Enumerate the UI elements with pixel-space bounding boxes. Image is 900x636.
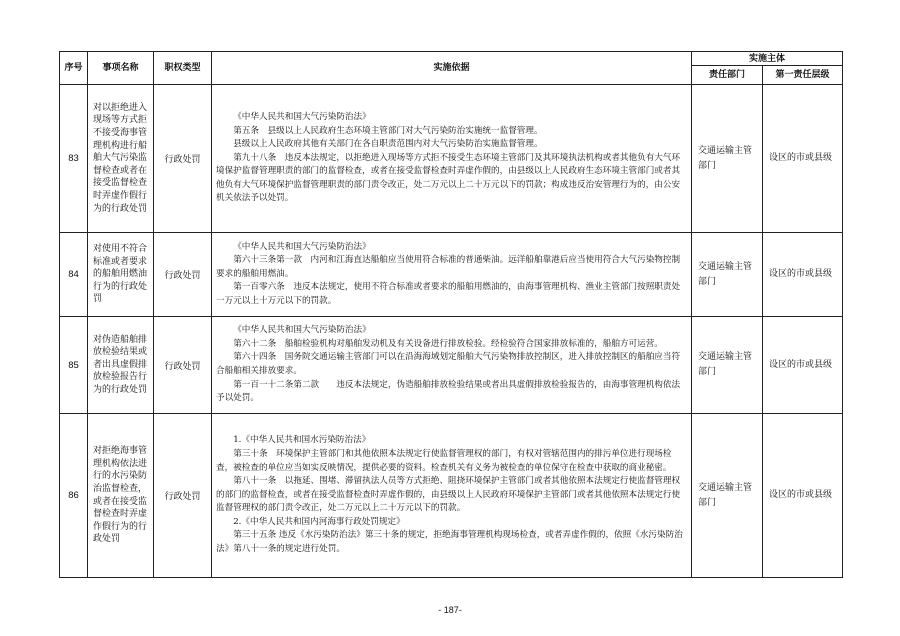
responsible-dept: 交通运输主管部门 [692,414,763,578]
basis-paragraph: 1.《中华人民共和国水污染防治法》 [233,435,371,446]
table-body [60,85,843,578]
responsibility-level: 设区的市或县级 [763,85,843,233]
responsible-dept: 交通运输主管部门 [692,233,763,317]
row-number: 86 [60,414,88,578]
basis-paragraph: 《中华人民共和国大气污染防治法》 [233,325,371,336]
power-type: 行政处罚 [154,317,212,414]
basis-paragraph: 第一百零六条 违反本法规定，使用不符合标准或者要求的船舶用燃油的，由海事管理机构、渔业主管部门按照职责处一万元以上十万元以下的罚款。 [216,282,681,306]
basis-paragraph: 第六十四条 国务院交通运输主管部门可以在沿海海域划定船舶大气污染物排放控制区，进入排放控制区的船舶应当符合船舶相关排放要求。 [216,352,681,376]
header-subject: 实施主体 [692,52,843,66]
basis-paragraph: 《中华人民共和国大气污染防治法》 [233,111,371,122]
row-number: 84 [60,233,88,317]
table-row [60,414,843,578]
table-row [60,233,843,317]
responsible-dept: 交通运输主管部门 [692,85,763,233]
implementation-basis [212,317,692,414]
basis-paragraph: 第一百一十二条第二款 违反本法规定，伪造船舶排放检验结果或者出具虚假排放检验报告的，由海事管理机构依法予以处罚。 [216,379,681,404]
header-item-name: 事项名称 [88,52,154,85]
responsible-dept: 交通运输主管部门 [692,317,763,414]
responsibility-level: 设区的市或县级 [763,317,843,414]
basis-paragraph: 第五条 县级以上人民政府生态环境主管部门对大气污染防治实施统一监督管理。 [233,125,543,136]
row-number: 83 [60,85,88,233]
responsibility-level: 设区的市或县级 [763,414,843,578]
item-name: 对使用不符合标准或者要求的船舶用燃油行为的行政处罚 [88,233,154,317]
basis-paragraph: 第六十二条 船舶检验机构对船舶发动机及有关设备进行排放检验。经检验符合国家排放标准的，船舶方可运营。 [233,338,663,349]
power-type: 行政处罚 [154,414,212,578]
item-name: 对伪造船舶排放检验结果或者出具虚假排放检验报告行为的行政处罚 [88,317,154,414]
header-power-type: 职权类型 [154,52,212,85]
responsibility-level: 设区的市或县级 [763,233,843,317]
implementation-basis [212,85,692,233]
header-seq: 序号 [60,52,88,85]
table-row [60,317,843,414]
basis-paragraph: 第三十五条 违反《水污染防治法》第三十条的规定，拒绝海事管理机构现场检查，或者弄虚作假的，依照《水污染防治法》第八十一条的规定进行处罚。 [216,530,683,555]
page-number: - 187- [438,605,462,615]
basis-paragraph: 第三十条 环境保护主管部门和其他依照本法规定行使监督管理权的部门，有权对管辖范围内的排污单位进行现场检查，被检查的单位应当如实反映情况，提供必要的资料。检查机关有义务为被检查的单位保守在检查中获取的商业秘密。 [216,448,672,473]
power-type: 行政处罚 [154,85,212,233]
header-basis: 实施依据 [212,52,692,85]
item-name: 对以拒绝进入现场等方式拒不接受海事管理机构进行船舶大气污染监督检查或者在接受监督检查时弄虚作假行为的行政处罚 [88,85,154,233]
table-row [60,85,843,233]
item-name: 对拒绝海事管理机构依法进行的水污染防治监督检查，或者在接受监督检查时弄虚作假行为的行政处罚 [88,414,154,578]
header-dept: 责任部门 [692,66,763,85]
basis-paragraph: 《中华人民共和国大气污染防治法》 [233,241,371,252]
implementation-basis [212,233,692,317]
power-list-table [59,51,843,578]
basis-paragraph: 第九十八条 违反本法规定，以拒绝进入现场等方式拒不接受生态环境主管部门及其环境执法机构或者其他负有大气环境保护监督管理职责的部门的监督检查，或者在接受监督检查时弄虚作假的，由县级以上人民政府生态环境主管部门或者其他负有大气环境保护监督管理职责的部门责令改正，处二万元以上二十万元以下的罚款；构成违反治安管理行为的，由公安机关依法予以处罚。 [216,152,681,204]
implementation-basis [212,414,692,578]
power-type: 行政处罚 [154,233,212,317]
basis-paragraph: 第六十三条第一款 内河和江海直达船舶应当使用符合标准的普通柴油。远洋船舶靠港后应当使用符合大气污染物控制要求的船舶用燃油。 [216,255,681,279]
basis-paragraph: 2.《中华人民共和国内河海事行政处罚规定》 [233,516,405,527]
basis-paragraph: 第八十一条 以拖延、围堵、滞留执法人员等方式拒绝、阻挠环境保护主管部门或者其他依照本法规定行使监督管理权的部门的监督检查，或者在接受监督检查时弄虚作假的，由县级以上人民政府环境保护主管部门或者其他依照本法规定行使监督管理权的部门责令改正，处二万元以上二十万元以下的罚款。 [216,476,681,514]
row-number: 85 [60,317,88,414]
basis-paragraph: 县级以上人民政府其他有关部门在各自职责范围内对大气污染防治实施监督管理。 [233,139,543,150]
header-level: 第一责任层级 [763,66,843,85]
